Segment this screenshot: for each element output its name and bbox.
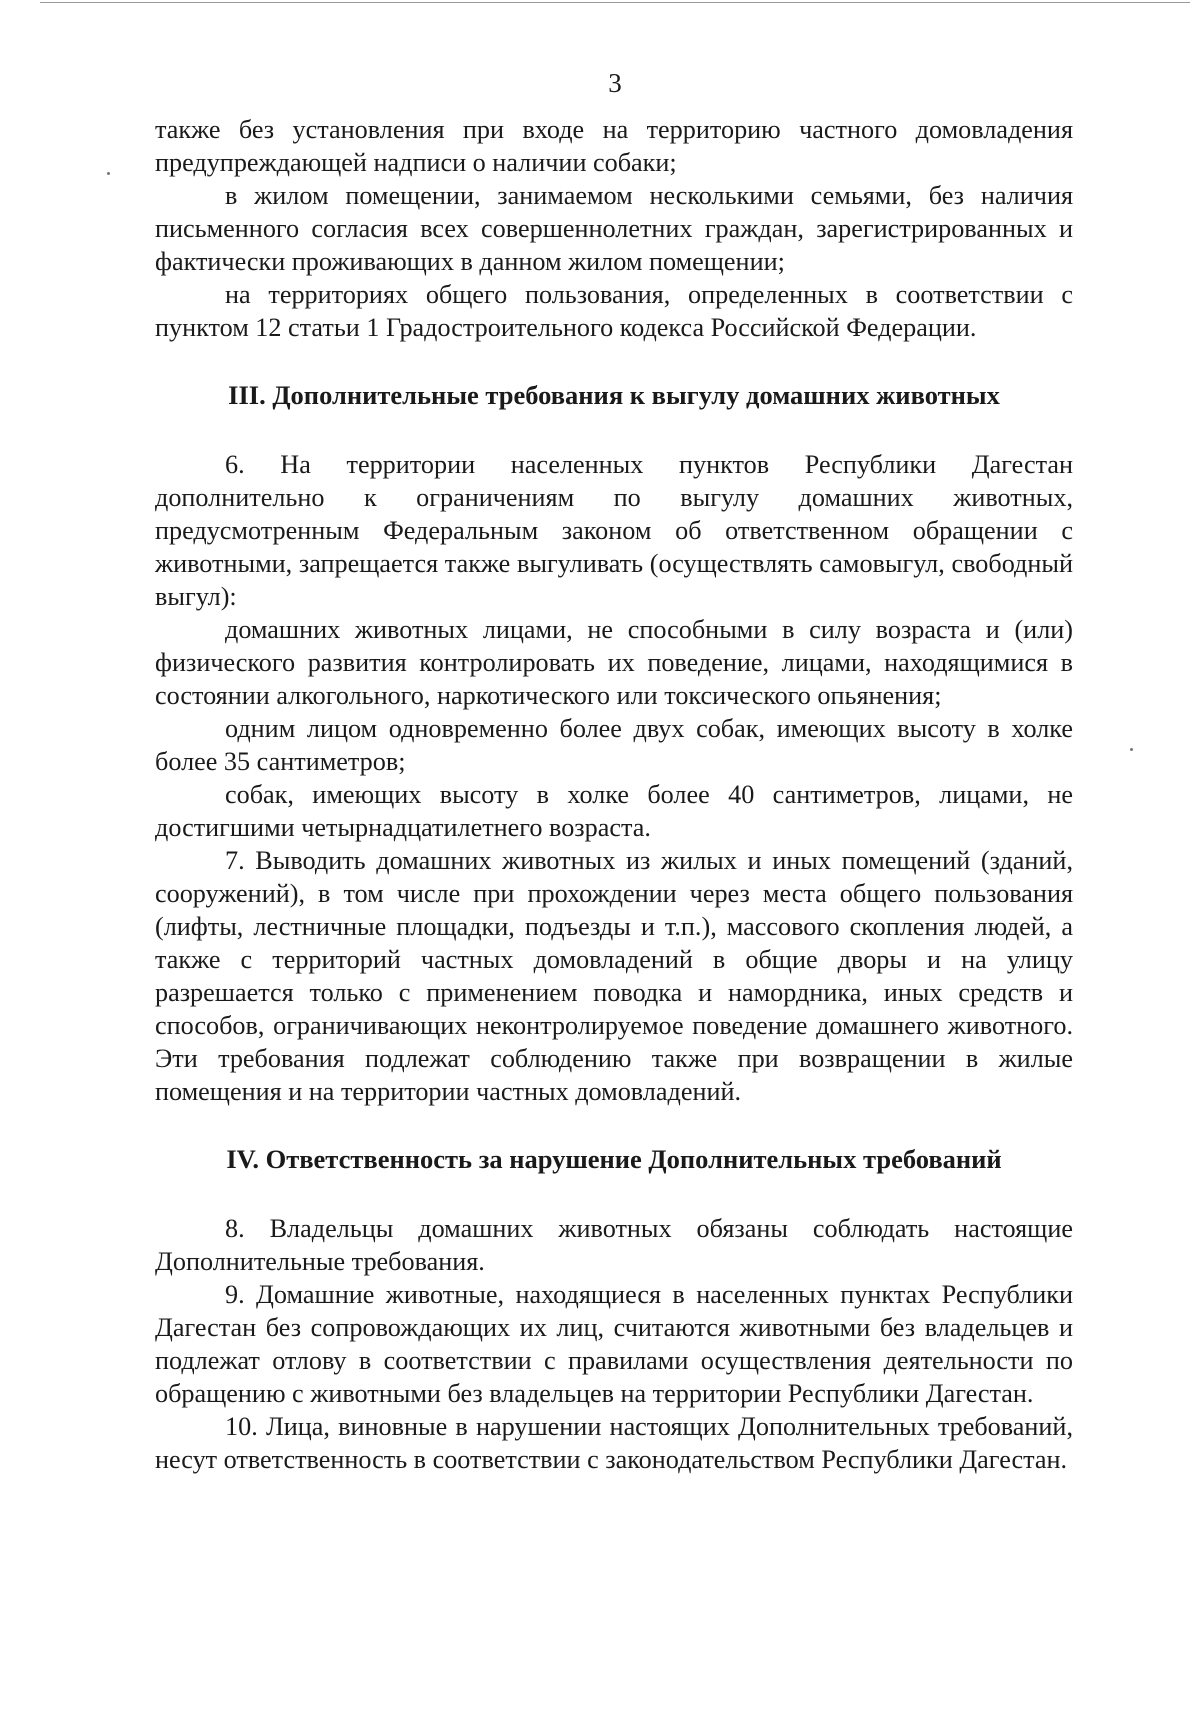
paragraph: одним лицом одновременно более двух собак, имеющих высоту в холке более 35 сантиметров;	[155, 714, 1073, 776]
paragraph: в жилом помещении, занимаемом несколькими семьями, без наличия письменного согласия всех совершеннолетних граждан, зарегистрированных и фактически проживающих в данном жилом помещении;	[155, 181, 1073, 276]
paragraph: 9. Домашние животные, находящиеся в населенных пунктах Республики Дагестан без сопровождающих их лиц, считаются животными без владельцев и подлежат отлову в соответствии с правилами осуществления деятельности по обращению с животными без владельцев на территории Республики Дагестан.	[155, 1280, 1073, 1408]
section-heading-4: IV. Ответственность за нарушение Дополнительных требований	[226, 1144, 1002, 1174]
paragraph: 10. Лица, виновные в нарушении настоящих Дополнительных требований, несут ответственность в соответствии с законодательством Республики Дагестан.	[155, 1412, 1073, 1474]
document-body	[155, 113, 1073, 1476]
paragraph: 7. Выводить домашних животных из жилых и иных помещений (зданий, сооружений), в том числе при прохождении через места общего пользования (лифты, лестничные площадки, подъезды и т.п.), массового скопления людей, а также с территорий частных домовладений в общие дворы и на улицу разрешается только с применением поводка и намордника, иных средств и способов, ограничивающих неконтролируемое поведение домашнего животного. Эти требования подлежат соблюдению также при возвращении в жилые помещения и на территории частных домовладений.	[155, 846, 1073, 1106]
paragraph: также без установления при входе на территорию частного домовладения предупреждающей надписи о наличии собаки;	[155, 115, 1073, 177]
page-number: 3	[608, 68, 622, 98]
paragraph: 6. На территории населенных пунктов Республики Дагестан дополнительно к ограничениям по выгулу домашних животных, предусмотренным Федеральным законом об ответственном обращении с животными, запрещается также выгуливать (осуществлять самовыгул, свободный выгул):	[155, 450, 1073, 611]
paragraph: на территориях общего пользования, определенных в соответствии с пунктом 12 статьи 1 Градостроительного кодекса Российской Федерации.	[155, 280, 1073, 342]
paragraph: 8. Владельцы домашних животных обязаны соблюдать настоящие Дополнительные требования.	[155, 1214, 1073, 1276]
scan-speck	[1130, 748, 1133, 751]
scan-speck	[107, 172, 110, 175]
scan-edge-line	[40, 2, 1190, 3]
section-heading-3: III. Дополнительные требования к выгулу домашних животных	[228, 380, 1000, 410]
paragraph: домашних животных лицами, не способными в силу возраста и (или) физического развития контролировать их поведение, лицами, находящимися в состоянии алкогольного, наркотического или токсического опьянения;	[155, 615, 1073, 710]
paragraph: собак, имеющих высоту в холке более 40 сантиметров, лицами, не достигшими четырнадцатилетнего возраста.	[155, 780, 1073, 842]
